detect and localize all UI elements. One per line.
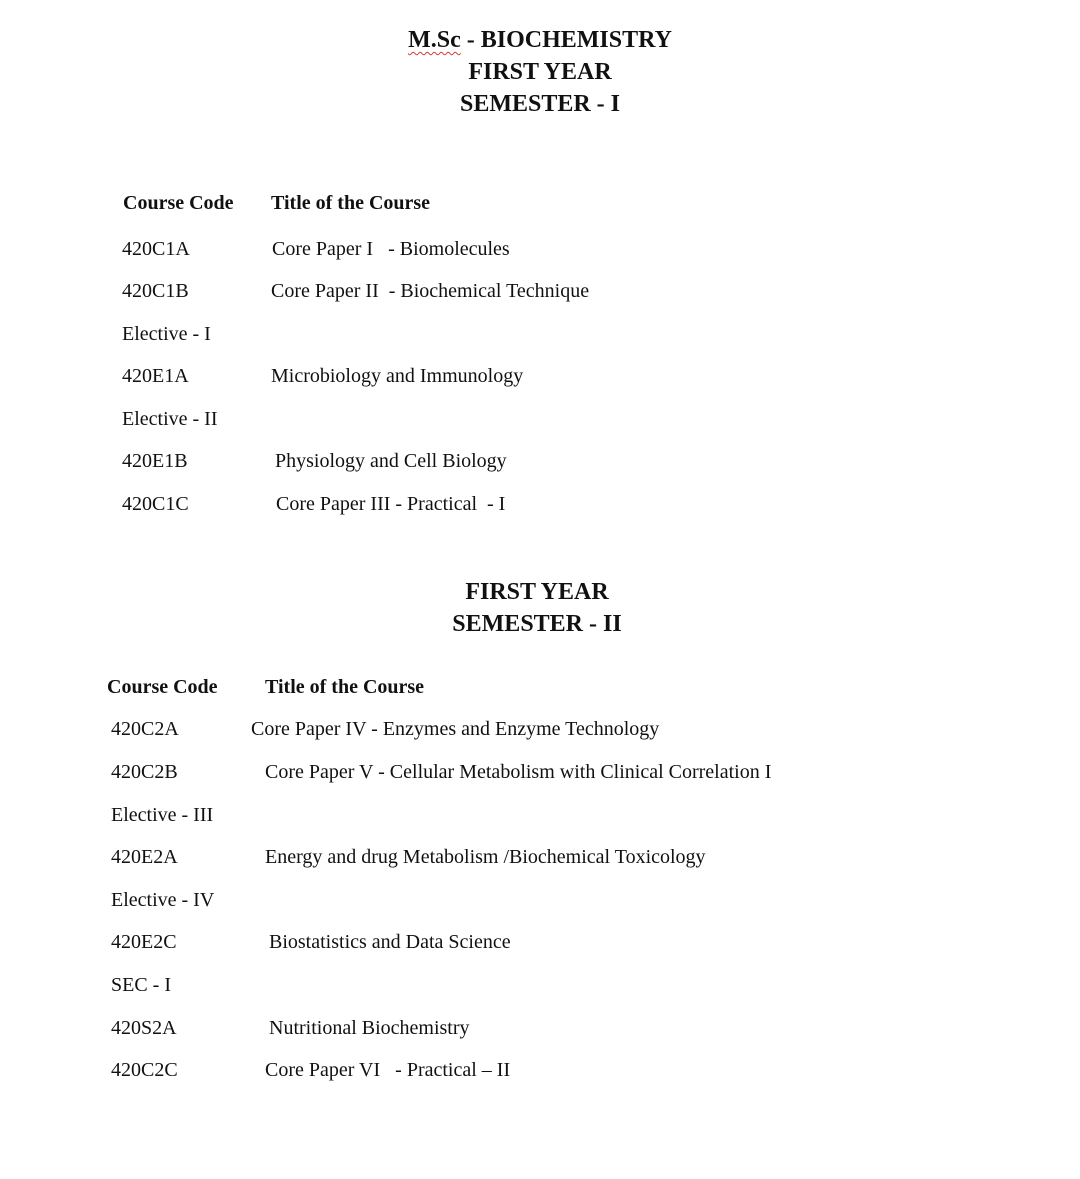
semester2-row-title: Core Paper IV - Enzymes and Enzyme Technology [251,718,660,740]
semester2-row-code: 420C2A [111,718,179,740]
semester1-row-code: 420C1B [122,280,189,302]
semester1-elective-label: Elective - I [122,323,211,345]
semester2-row-code: 420S2A [111,1017,177,1039]
semester1-row-title: Core Paper II - Biochemical Technique [271,280,590,302]
semester1-row-code: 420C1A [122,238,190,260]
semester2-sec-label: SEC - I [111,974,171,996]
semester2-row-title: Core Paper V - Cellular Metabolism with Clinical Correlation I [265,761,772,783]
semester1-elective-label: Elective - II [122,408,218,430]
semester1-header-title: Title of the Course [271,192,431,214]
semester2-row-title: Core Paper VI - Practical – II [265,1059,511,1081]
semester2-label: SEMESTER - II [452,611,622,637]
semester2-year: FIRST YEAR [465,579,609,605]
semester2-elective-label: Elective - III [111,804,214,826]
semester1-row-code: 420E1B [122,450,188,472]
semester2-row-title: Nutritional Biochemistry [269,1017,470,1039]
semester1-label: SEMESTER - I [459,91,621,117]
semester2-header-title: Title of the Course [265,676,425,698]
semester1-row-code: 420C1C [122,493,189,515]
semester2-heading [0,576,1077,640]
semester1-header-code: Course Code [123,192,234,214]
semester1-row-title: Microbiology and Immunology [271,365,524,387]
program-abbrev: M.Sc [408,27,461,53]
semester1-row-code: 420E1A [122,365,189,387]
semester2-row-code: 420E2C [111,931,177,953]
semester2-header-code: Course Code [107,676,218,698]
semester2-row-code: 420C2B [111,761,178,783]
program-title [0,24,1080,56]
program-name: - BIOCHEMISTRY [460,27,672,53]
semester2-row-title: Energy and drug Metabolism /Biochemical Toxicology [265,846,706,868]
semester1-year: FIRST YEAR [468,59,612,85]
semester1-row-title: Core Paper III - Practical - I [276,493,506,515]
semester2-elective-label: Elective - IV [111,889,215,911]
document-heading [0,24,1080,120]
semester1-row-title: Physiology and Cell Biology [275,450,507,472]
semester2-row-code: 420E2A [111,846,178,868]
semester2-row-code: 420C2C [111,1059,178,1081]
semester1-row-title: Core Paper I - Biomolecules [272,238,510,260]
semester2-row-title: Biostatistics and Data Science [269,931,511,953]
